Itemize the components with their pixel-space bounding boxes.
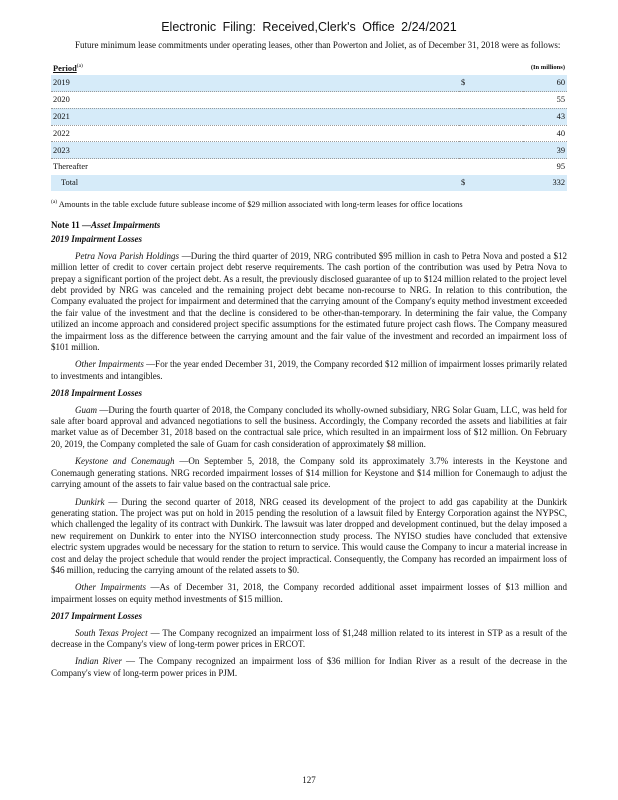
row-value: 95 xyxy=(556,162,565,172)
period-column-header: Period$^{(a)}$ xyxy=(53,62,83,73)
table-row xyxy=(51,125,567,142)
paragraph xyxy=(51,656,567,679)
table-row xyxy=(51,175,567,191)
paragraph xyxy=(51,628,567,651)
row-value: 60 xyxy=(523,75,567,91)
paragraph-lead: Other Impairments xyxy=(75,359,144,370)
paragraph-lead: South Texas Project xyxy=(75,627,148,638)
paragraph-text: —For the year ended December 31, 2019, the Company recorded $12 million of impairment losses primarily related to investments and intangibles. xyxy=(51,359,567,381)
row-label: 2022 xyxy=(51,125,459,142)
row-label: 2021 xyxy=(51,108,459,125)
table-row xyxy=(51,75,567,91)
paragraph xyxy=(51,359,567,382)
amount-column-header: (In millions) xyxy=(530,63,565,71)
paragraph xyxy=(51,497,567,577)
row-value: 332 xyxy=(523,175,567,191)
row-value: 43 xyxy=(523,108,567,125)
row-currency xyxy=(459,125,523,142)
note-sections xyxy=(51,234,567,679)
row-currency xyxy=(459,108,523,125)
row-currency: $ xyxy=(459,175,523,191)
page-number: 127 xyxy=(302,775,316,785)
paragraph xyxy=(51,251,567,354)
intro-paragraph: Future minimum lease commitments under operating leases, other than Powerton and Joliet, as of December 31, 2018 were as follows: xyxy=(75,40,561,50)
paragraph-text: — The Company recognized an impairment loss of $36 million for Indian River as a result of the decrease in the Company's view of long-term power prices in PJM. xyxy=(51,656,567,678)
paragraph-text: —During the fourth quarter of 2018, the Company concluded its wholly-owned subsidiary, NRG Solar Guam, LLC, was held for sale after board approval and advanced negotiations to sell the business. Accordingly, the Company recorded the assets and liabilities at fair market value as of December 31, 2018 based on the contractual sale price, which resulted in an impairment loss of $12 million. On February 20, 2019, the Company completed the sale of Guam for cash consideration of approximately $8 million. xyxy=(51,404,567,449)
row-currency xyxy=(459,142,523,159)
paragraph-lead: Indian River xyxy=(75,656,122,667)
row-label: Total xyxy=(51,175,459,191)
paragraph xyxy=(51,405,567,451)
note-heading: Note 11 —Asset Impairments xyxy=(51,219,161,230)
paragraph-text: —On September 5, 2018, the Company sold its approximately 3.7% interests in the Keystone and Conemaugh generating stations. NRG recorded impairment losses of $14 million for Keystone and $14 million for Conemaugh to adjust the carrying amount of the assets to fair value based on the contractual sale price. xyxy=(51,456,567,490)
section-heading: 2018 Impairment Losses xyxy=(51,388,143,399)
row-value: 55 xyxy=(523,92,567,109)
row-currency xyxy=(459,92,523,109)
paragraph-text: —As of December 31, 2018, the Company recorded additional asset impairment losses of $13 million and impairment losses on equity method investments of $15 million. xyxy=(51,582,567,604)
table-footnote: $^{(a)}$ Amounts in the table exclude future sublease income of $29 million associated with long-term leases for office locations xyxy=(51,198,463,209)
lease-commitments-table xyxy=(51,59,567,190)
paragraph-text: —During the third quarter of 2019, NRG contributed $95 million in cash to Petra Nova and posted a $12 million letter of credit to cover certain project debt reserve requirements. The cash portion of the contribution was used by Petra Nova to prepay a significant portion of the project debt. As a result, the previously disclosed guarantee of up to $124 million related to the project level debt provided by NRG was canceled and the remaining project debt became non-recourse to NRG. In relation to this contribution, the Company evaluated the project for impairment and determined that the carrying amount of the Company's equity method investment exceeded the fair value of the investment and that the decline is considered to be other-than-temporary. In determining the fair value, the Company utilized an income approach and considered project specific assumptions for the estimated future project cash flows. The Company measured the impairment loss as the difference between the carrying amount and the fair value of the investment and recorded an impairment loss of $101 million. xyxy=(51,250,568,353)
paragraph-lead: Petra Nova Parish Holdings xyxy=(75,250,180,261)
paragraph-lead: Dunkirk xyxy=(75,496,105,507)
section-heading: 2017 Impairment Losses xyxy=(51,611,143,622)
document-body xyxy=(51,40,567,685)
table-row xyxy=(51,142,567,159)
table-header-row xyxy=(51,59,567,75)
row-currency: $ xyxy=(459,75,523,91)
row-currency xyxy=(459,159,523,175)
paragraph-text: — During the second quarter of 2018, NRG ceased its development of the project to add gas capability at the Dunkirk generating station. The project was put on hold in 2015 pending the resolution of a lawsuit filed by Entergy Corporation against the NYPSC, which challenged the legality of its contract with Dunkirk. The lawsuit was later dropped and development continued, but the delay imposed a new requirement on Dunkirk to enter into the NYISO interconnection study process. The NYISO studies have concluded that extensive electric system upgrades would be necessary for the station to return to service. This would cause the Company to incur a material increase in cost and delay the project schedule that would render the project impractical. Consequently, the Company has recorded an impairment loss of $46 million, reducing the carrying amount of the related assets to $0. xyxy=(51,496,567,575)
row-label: 2019 xyxy=(51,75,459,91)
paragraph-lead: Other Impairments xyxy=(75,582,146,593)
paragraph-lead: Keystone and Conemaugh xyxy=(75,456,175,467)
row-label: 2020 xyxy=(51,92,459,109)
table-row xyxy=(51,92,567,109)
table-row xyxy=(51,108,567,125)
paragraph xyxy=(51,456,567,490)
table-row xyxy=(51,159,567,175)
paragraph xyxy=(51,582,567,605)
paragraph-text: — The Company recognized an impairment loss of $1,248 million related to its interest in STP as a result of the decrease in the Company's view of long-term power prices in ERCOT. xyxy=(51,627,568,649)
section-heading: 2019 Impairment Losses xyxy=(51,234,143,245)
paragraph-lead: Guam xyxy=(75,404,97,415)
row-value: 40 xyxy=(523,125,567,142)
filing-header: Electronic Filing: Received,Clerk's Office 2/24/2021 xyxy=(161,20,457,34)
row-label: 2023 xyxy=(51,142,459,159)
row-label: Thereafter xyxy=(53,162,88,172)
row-value: 39 xyxy=(523,142,567,159)
